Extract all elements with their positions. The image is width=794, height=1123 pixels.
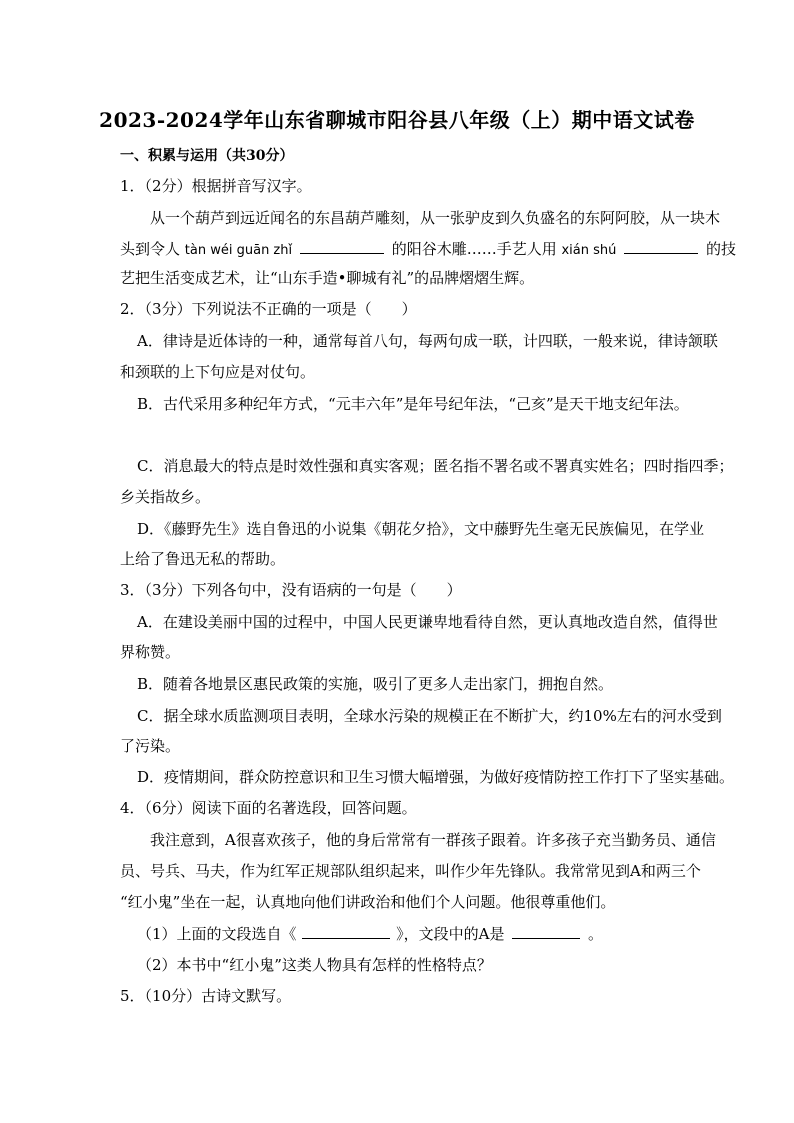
section-heading: 一、积累与运用（共30分） xyxy=(120,148,294,164)
question-3-stem: 3．（3分）下列各句中，没有语病的一句是（ ） xyxy=(120,581,462,599)
question-3-option-c-cont: 了污染。 xyxy=(120,737,181,755)
question-2-option-c-cont: 乡关指故乡。 xyxy=(120,488,211,506)
pinyin-prompt-2: xián shú xyxy=(561,243,617,258)
question-1-stem: 1．（2分）根据拼音写汉字。 xyxy=(120,177,312,195)
answer-blank-2[interactable] xyxy=(624,239,698,254)
exam-title: 2023-2024学年山东省聊城市阳谷县八年级（上）期中语文试卷 xyxy=(99,108,695,132)
question-1-passage-line-2 xyxy=(120,239,736,261)
question-2-option-a-cont: 和颈联的上下句应是对仗句。 xyxy=(120,363,316,381)
question-4-excerpt-line-1: 我注意到，A很喜欢孩子，他的身后常常有一群孩子跟着。许多孩子充当勤务员、通信 xyxy=(150,831,716,849)
question-2-stem: 2．（3分）下列说法不正确的一项是（ ） xyxy=(120,300,417,318)
passage-text: 的阳谷木雕……手艺人用 xyxy=(391,240,557,258)
question-1-passage-line-1: 从一个葫芦到远近闻名的东昌葫芦雕刻，从一张驴皮到久负盛名的东阿阿胶，从一块木 xyxy=(150,209,721,227)
answer-blank-1[interactable] xyxy=(300,239,384,254)
question-3-option-a: A．在建设美丽中国的过程中，中国人民更谦卑地看待自然，更认真地改造自然，值得世 xyxy=(137,613,718,631)
question-4-sub-1 xyxy=(137,924,603,944)
question-2-option-a: A．律诗是近体诗的一种，通常每首八句，每两句成一联，计四联，一般来说，律诗颔联 xyxy=(137,332,718,350)
question-1-passage-line-3: 艺把生活变成艺术，让“山东手造•聊城有礼”的品牌熠熠生辉。 xyxy=(120,269,535,287)
question-4-excerpt-line-3: “红小鬼”坐在一起，认真地向他们讲政治和他们个人问题。他很尊重他们。 xyxy=(120,893,616,911)
question-2-option-b: B．古代采用多种纪年方式，“元丰六年”是年号纪年法，“己亥”是天干地支纪年法。 xyxy=(137,395,689,413)
answer-blank-book-title[interactable] xyxy=(302,924,390,939)
question-4-stem: 4．（6分）阅读下面的名著选段，回答问题。 xyxy=(120,799,417,817)
question-2-option-d-cont: 上给了鲁迅无私的帮助。 xyxy=(120,550,286,568)
question-2-option-c: C．消息最大的特点是时效性强和真实客观；匿名指不署名或不署真实姓名；四时指四季； xyxy=(137,457,734,475)
pinyin-prompt-1: tàn wéi guān zhǐ xyxy=(184,243,293,258)
sub-question-text: （1）上面的文段选自《 xyxy=(137,925,297,943)
sub-question-text: 》，文段中的A是 xyxy=(396,925,505,943)
sub-question-text: 。 xyxy=(588,925,604,943)
question-4-sub-2: （2）本书中“红小鬼”这类人物具有怎样的性格特点？ xyxy=(137,956,492,974)
passage-text: 头到令人 xyxy=(120,240,181,258)
question-5-stem: 5．（10分）古诗文默写。 xyxy=(120,987,292,1005)
question-3-option-b: B．随着各地景区惠民政策的实施，吸引了更多人走出家门，拥抱自然。 xyxy=(137,675,614,693)
passage-text: 的技 xyxy=(705,240,736,258)
question-3-option-d: D．疫情期间，群众防控意识和卫生习惯大幅增强，为做好疫情防控工作打下了坚实基础。 xyxy=(137,768,735,786)
question-4-excerpt-line-2: 员、号兵、马夫，作为红军正规部队组织起来，叫作少年先锋队。我常常见到A和两三个 xyxy=(120,862,701,880)
question-3-option-c: C．据全球水质监测项目表明，全球水污染的规模正在不断扩大，约10%左右的河水受到 xyxy=(137,707,722,725)
question-2-option-d: D．《藤野先生》选自鲁迅的小说集《朝花夕拾》，文中藤野先生毫无民族偏见，在学业 xyxy=(137,520,705,538)
question-3-option-a-cont: 界称赞。 xyxy=(120,643,181,661)
answer-blank-character[interactable] xyxy=(512,924,580,939)
